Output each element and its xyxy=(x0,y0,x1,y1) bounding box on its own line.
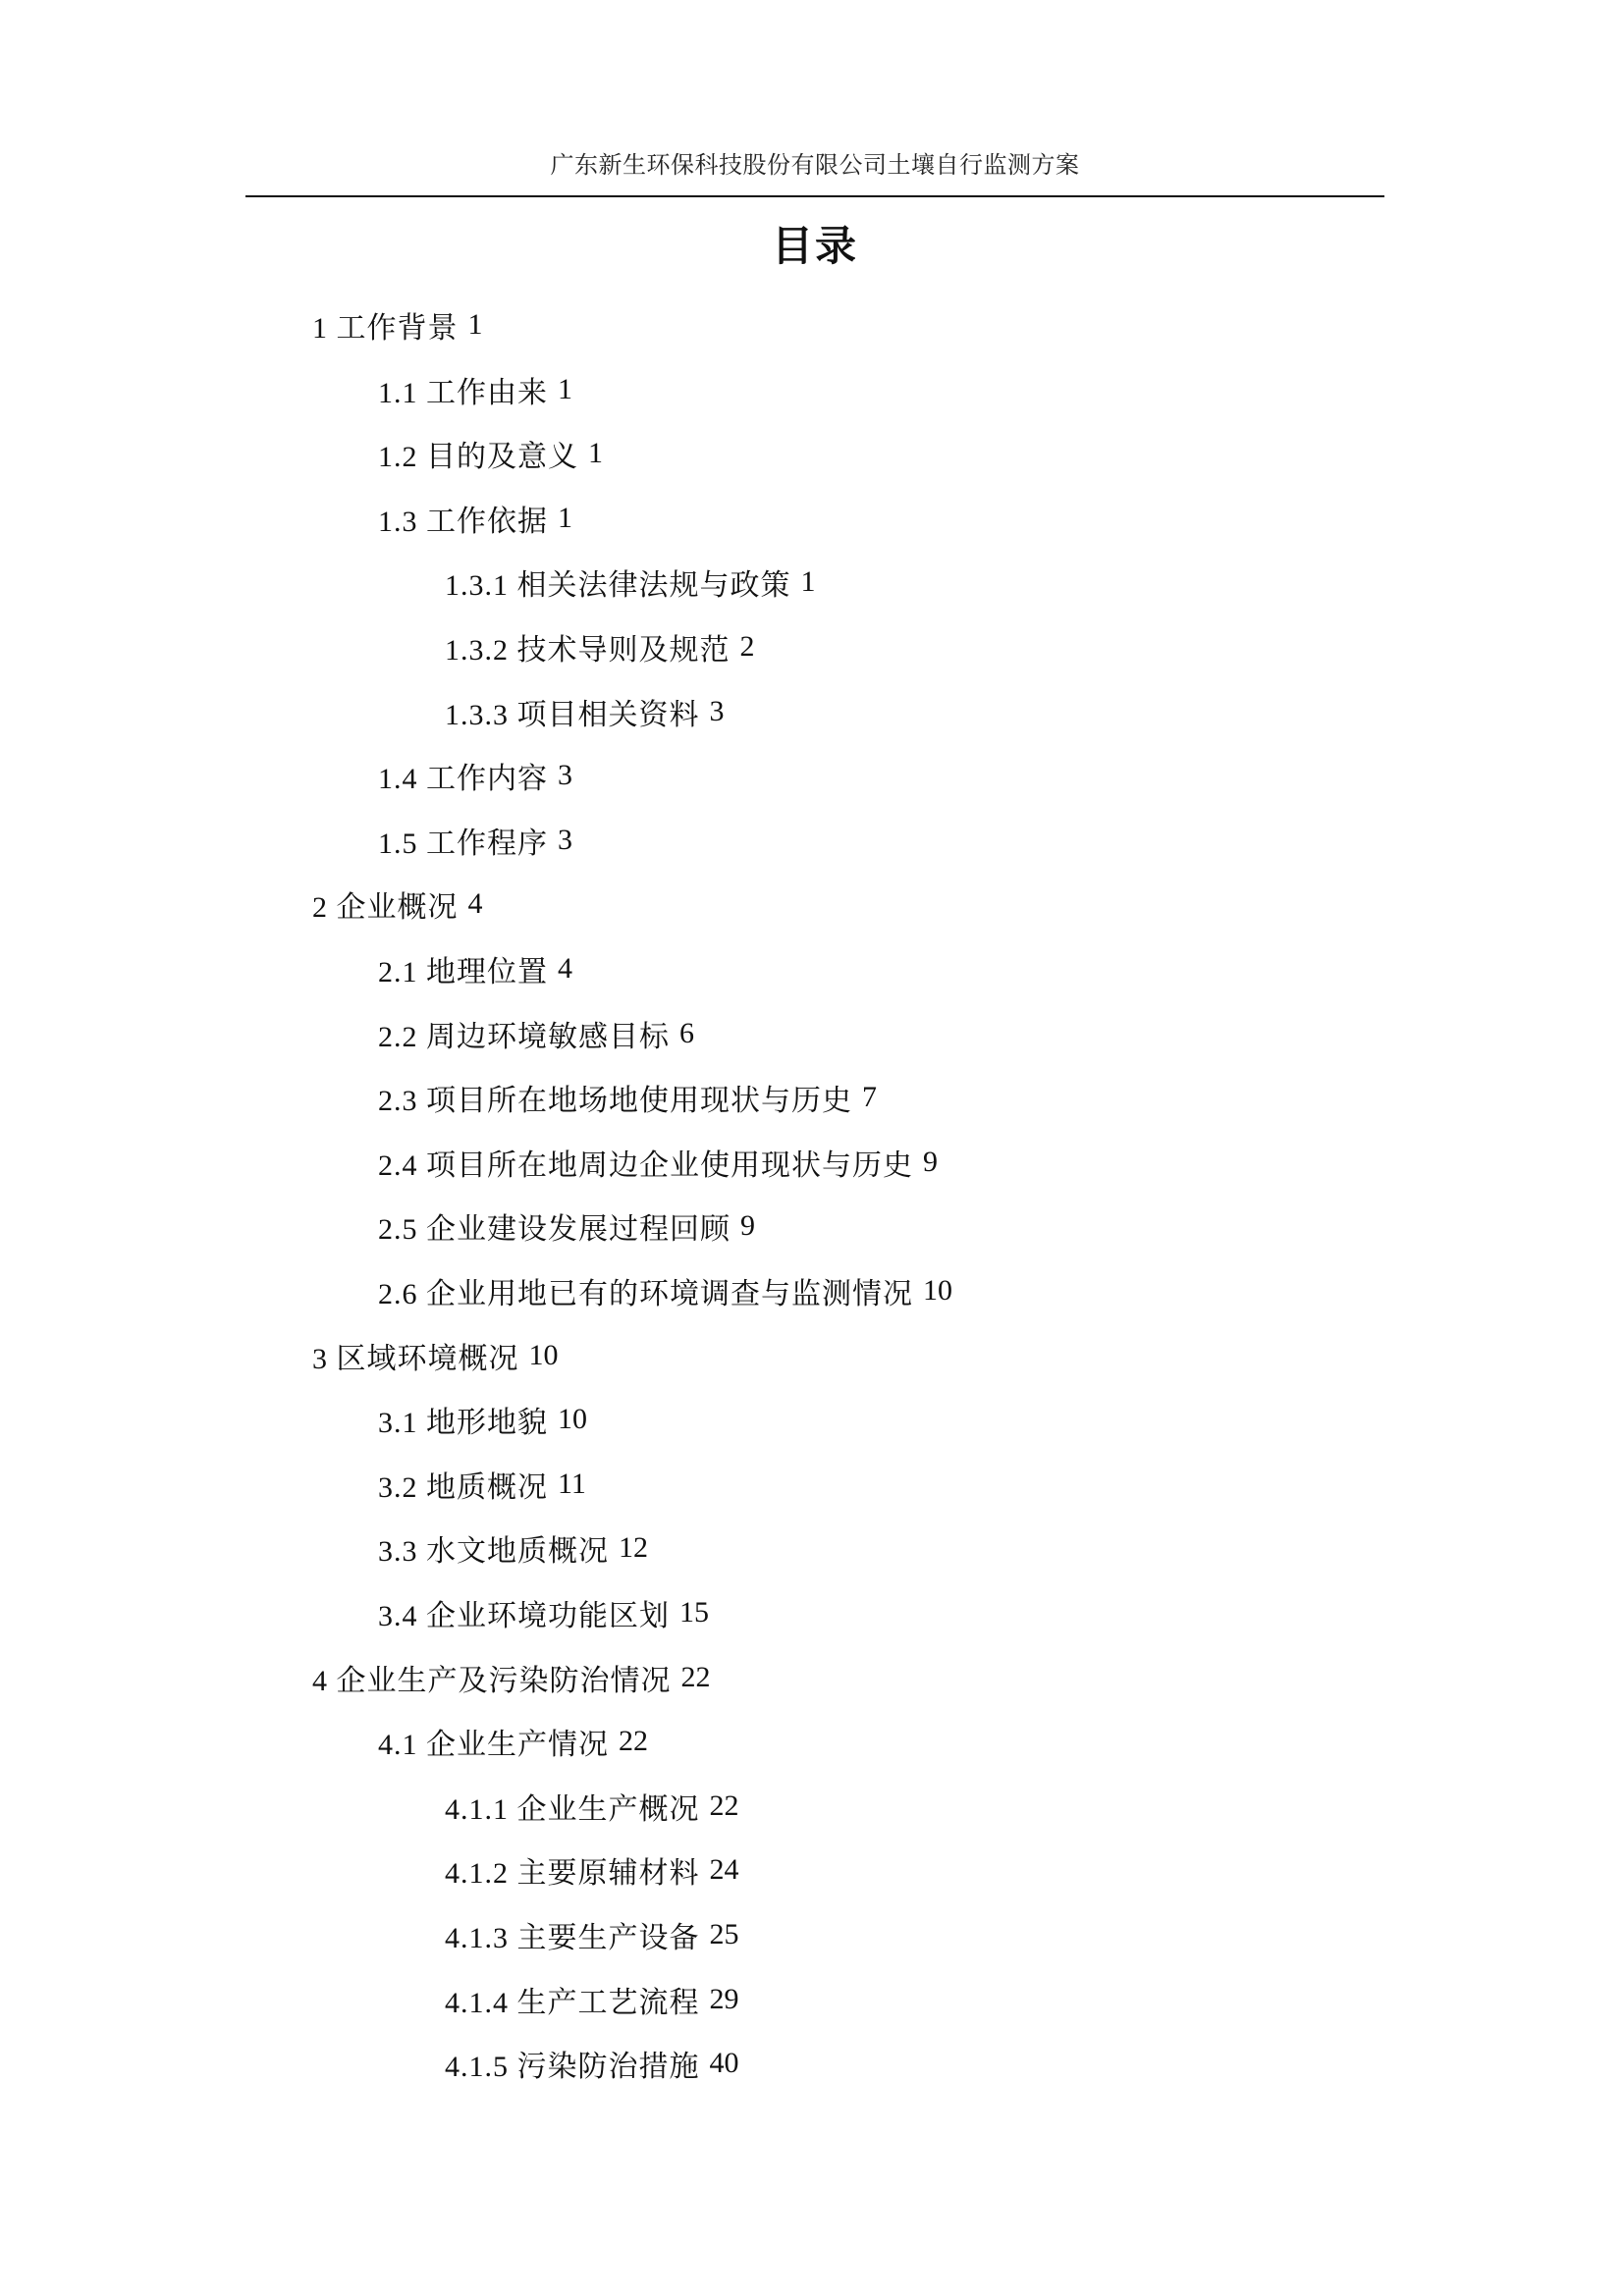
toc-entry-label: 4.1.3 主要生产设备 xyxy=(445,1922,700,1954)
toc-entry-label: 1.3.2 技术导则及规范 xyxy=(445,634,731,667)
toc-entry-page-number: 6 xyxy=(679,1016,694,1049)
toc-entry-page-number: 4 xyxy=(467,887,483,921)
toc-entry-label: 4.1.1 企业生产概况 xyxy=(445,1792,700,1826)
toc-entry-label: 3 区域环境概况 xyxy=(312,1342,519,1375)
toc-entry-label: 1.4 工作内容 xyxy=(378,763,548,796)
toc-entry-page-number: 2 xyxy=(739,630,755,663)
toc-entry-label: 3.1 地形地貌 xyxy=(378,1407,548,1440)
toc-entry-page-number: 22 xyxy=(680,1660,711,1693)
page-header: 广东新生环保科技股份有限公司土壤自行监测方案 xyxy=(550,153,1080,179)
toc-entry-label: 2.3 项目所在地场地使用现状与历史 xyxy=(378,1085,852,1118)
toc-entry-page-number: 15 xyxy=(679,1596,709,1629)
toc-entry-label: 4.1 企业生产情况 xyxy=(378,1729,609,1762)
toc-entry-page-number: 1 xyxy=(588,437,603,470)
toc-entry-label: 1.2 目的及意义 xyxy=(378,441,578,474)
toc-entry-label: 3.3 水文地质概况 xyxy=(378,1535,609,1569)
toc-title: 目录 xyxy=(771,222,858,270)
toc-entry-page-number: 29 xyxy=(709,1982,739,2015)
toc-entry-label: 4 企业生产及污染防治情况 xyxy=(312,1664,672,1697)
toc-entry-page-number: 9 xyxy=(740,1209,755,1243)
toc-entry-page-number: 12 xyxy=(619,1531,648,1565)
toc-entry-page-number: 4 xyxy=(558,952,572,985)
toc-entry-label: 2.4 项目所在地周边企业使用现状与历史 xyxy=(378,1148,913,1182)
toc-entry-label: 4.1.5 污染防治措施 xyxy=(445,2051,700,2084)
toc-entry-page-number: 10 xyxy=(923,1274,952,1307)
toc-entry-page-number: 1 xyxy=(800,565,816,599)
toc-entry-label: 2.1 地理位置 xyxy=(378,956,548,988)
toc-entry-label: 1.3.1 相关法律法规与政策 xyxy=(445,569,791,603)
toc-entry-page-number: 1 xyxy=(467,308,483,341)
toc-entry-label: 1.1 工作由来 xyxy=(378,376,548,409)
toc-entry-label: 2.5 企业建设发展过程回顾 xyxy=(378,1213,731,1247)
toc-entry-label: 4.1.2 主要原辅材料 xyxy=(445,1857,700,1891)
toc-entry-label: 3.4 企业环境功能区划 xyxy=(378,1600,670,1632)
toc-entry-label: 2.2 周边环境敏感目标 xyxy=(378,1020,670,1053)
toc-entry-page-number: 3 xyxy=(558,823,572,856)
toc-entry-label: 1.5 工作程序 xyxy=(378,827,548,860)
toc-entry-page-number: 3 xyxy=(709,694,725,727)
toc-entry-label: 1 工作背景 xyxy=(312,312,459,345)
toc-entry-page-number: 1 xyxy=(558,501,572,534)
toc-entry-page-number: 1 xyxy=(558,372,572,405)
toc-entry-page-number: 24 xyxy=(709,1853,739,1887)
toc-entry-label: 4.1.4 生产工艺流程 xyxy=(445,1986,700,2019)
toc-entry-page-number: 10 xyxy=(558,1403,587,1436)
toc-entry-label: 1.3.3 项目相关资料 xyxy=(445,698,700,731)
toc-entry-page-number: 11 xyxy=(558,1467,586,1500)
toc-entry-page-number: 22 xyxy=(709,1789,739,1822)
header-divider xyxy=(245,195,1384,197)
toc-entry-page-number: 25 xyxy=(709,1918,739,1950)
toc-entry-label: 3.2 地质概况 xyxy=(378,1470,548,1504)
toc-entry-page-number: 3 xyxy=(558,759,572,792)
toc-entry-page-number: 40 xyxy=(709,2047,739,2080)
toc-entry-label: 1.3 工作依据 xyxy=(378,505,548,538)
toc-entry-page-number: 22 xyxy=(619,1725,648,1758)
toc-entry-page-number: 7 xyxy=(862,1081,877,1114)
toc-entry-label: 2 企业概况 xyxy=(312,891,459,925)
toc-entry-label: 2.6 企业用地已有的环境调查与监测情况 xyxy=(378,1278,913,1310)
toc-entry-page-number: 9 xyxy=(923,1145,938,1178)
toc-entry-page-number: 10 xyxy=(528,1338,559,1371)
